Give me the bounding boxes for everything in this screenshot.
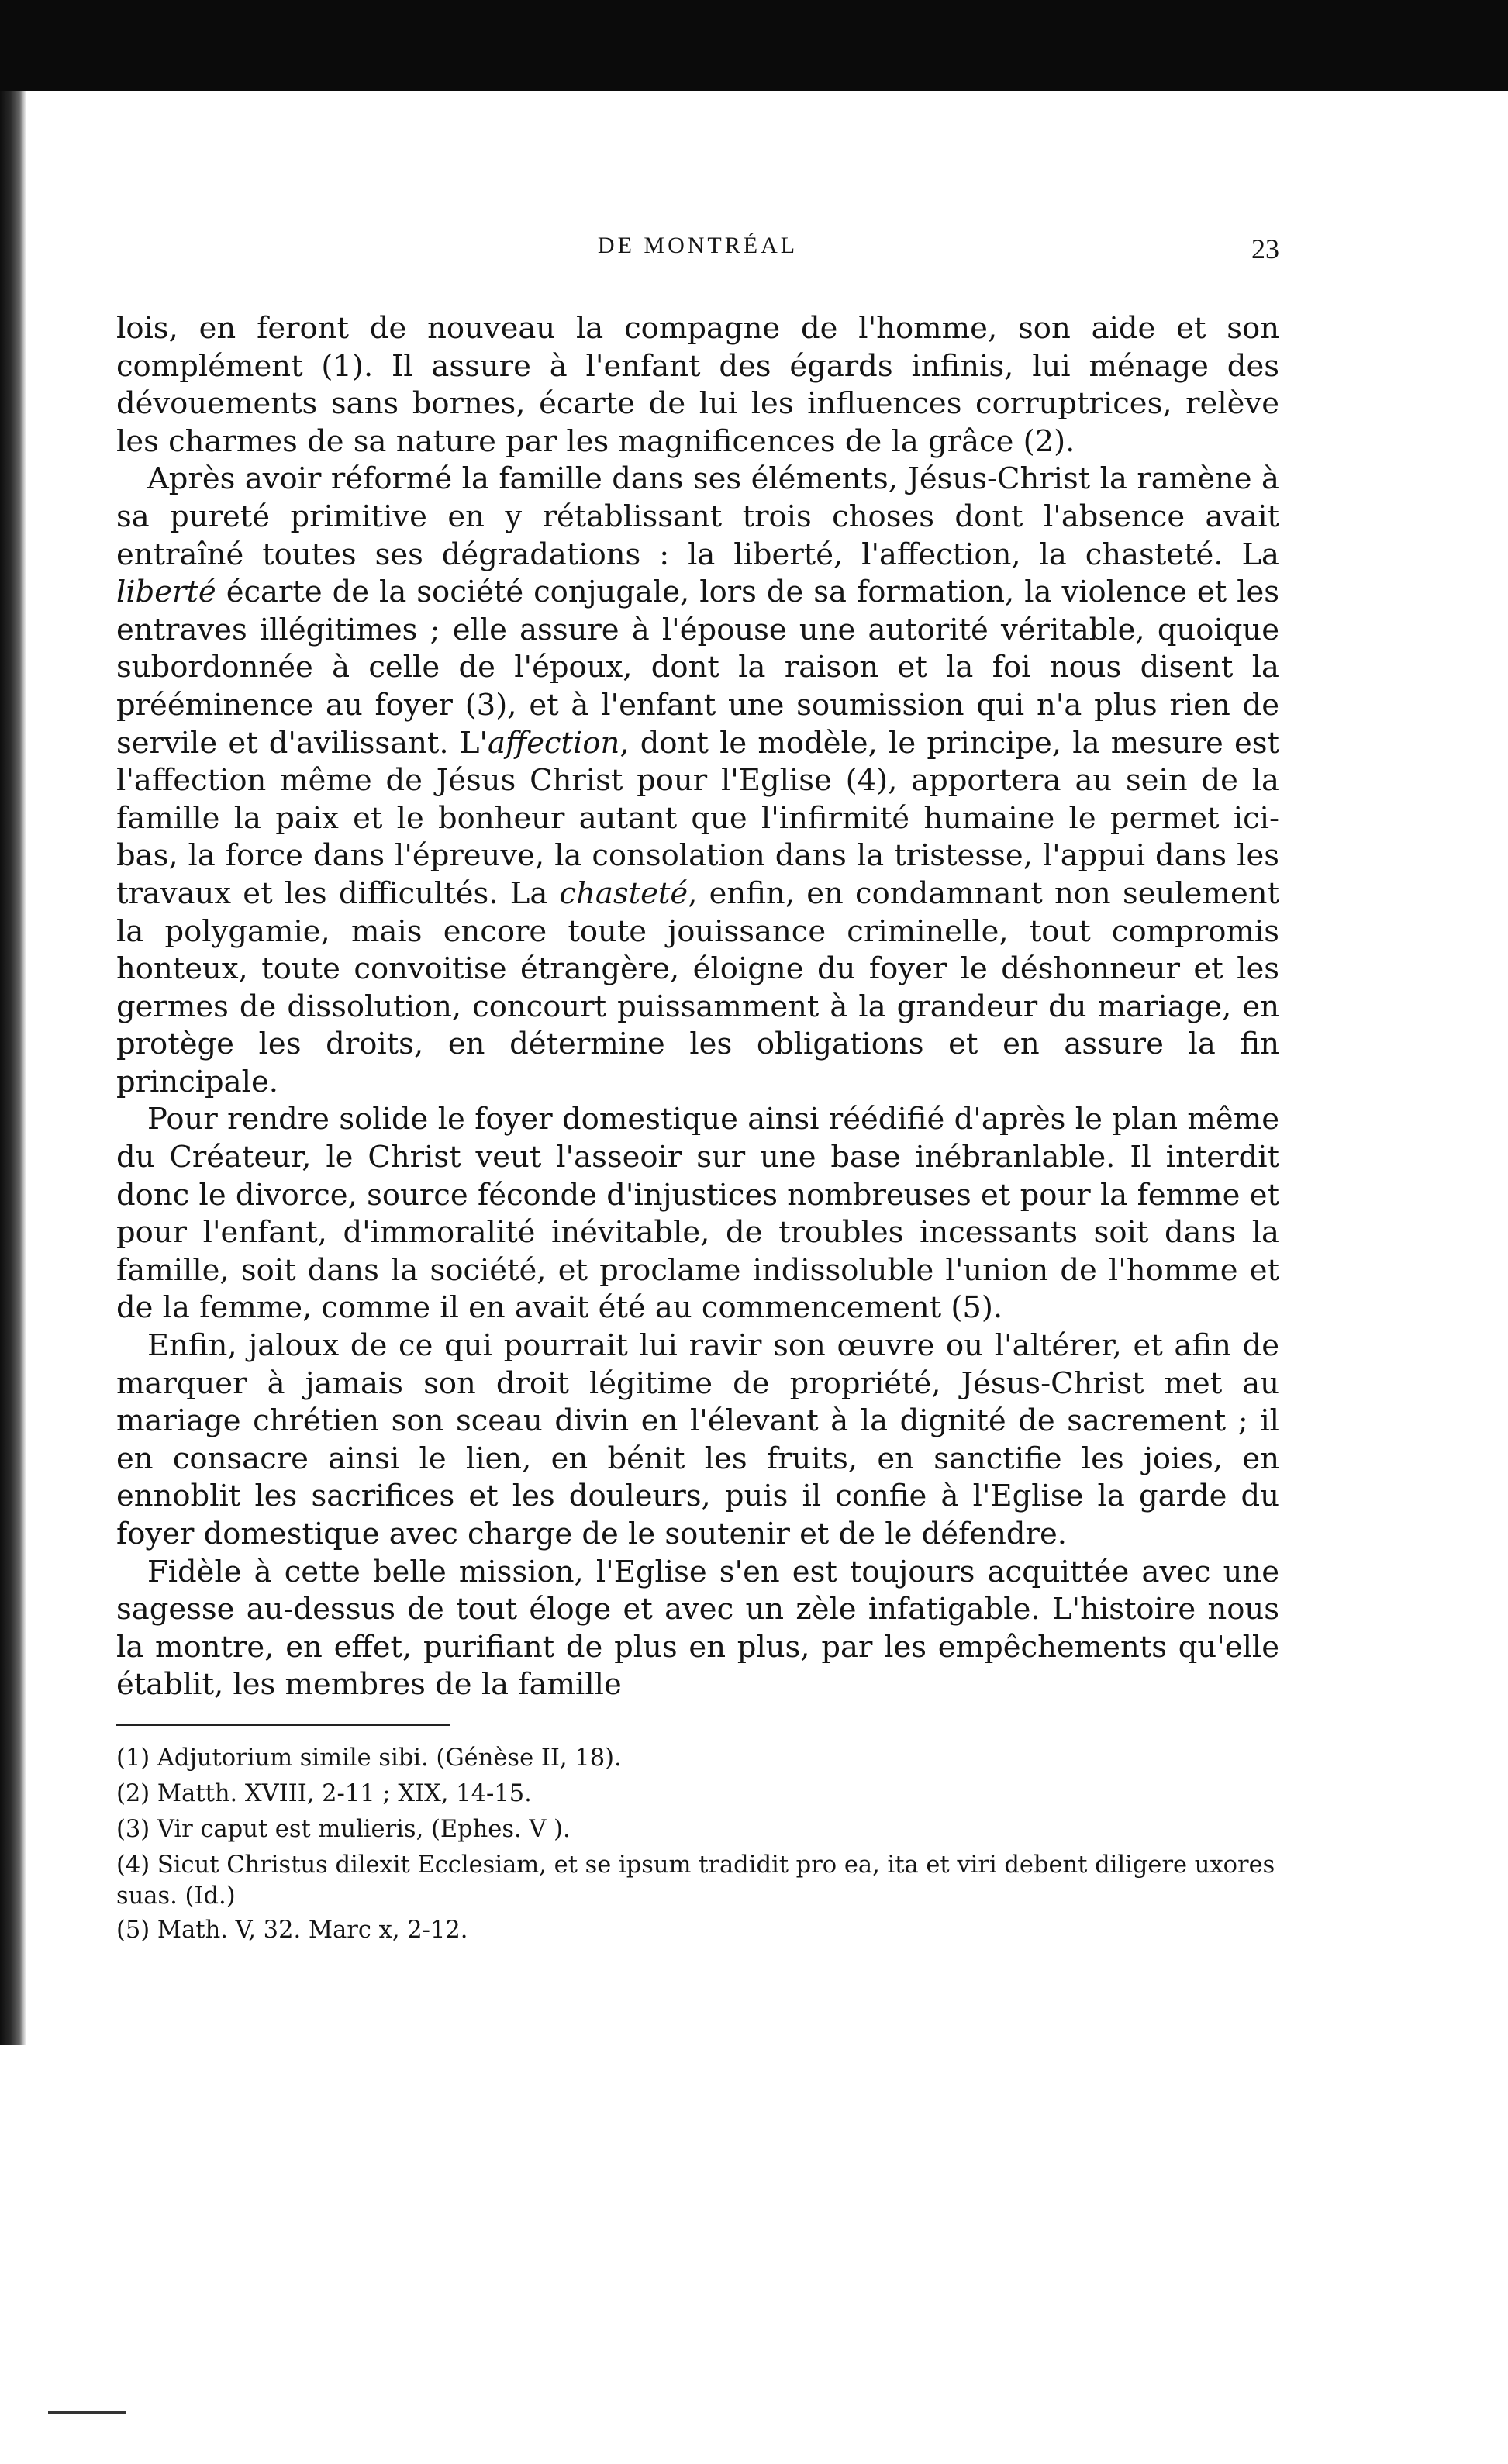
term-chastete: chasteté bbox=[559, 875, 688, 911]
paragraph-2-text-4: , enfin, en condamnant non seulement la polygamie, mais encore toute jouissance criminelle, tout compromis honteux, toute convoitise étrangère, éloigne du foyer le déshonneur et les germes de dissolution, concourt puissamment à la grandeur du mariage, en protège les droits, en détermine les obligations et en assure la fin principale. bbox=[116, 875, 1279, 1099]
scan-mark bbox=[48, 2411, 126, 2414]
page-number: 23 bbox=[1251, 233, 1279, 264]
paragraph-5: Fidèle à cette belle mission, l'Eglise s'en est toujours acquittée avec une sagesse au-dessus de tout éloge et avec un zèle infatigable. L'histoire nous la montre, en effet, purifiant de plus en plus, par les empêchements qu'elle établit, les membres de la famille bbox=[116, 1554, 1279, 1703]
footnote-4: (4) Sicut Christus dilexit Ecclesiam, et se ipsum tradidit pro ea, ita et viri debent diligere uxores suas. (Id.) bbox=[116, 1851, 1275, 1910]
running-head bbox=[116, 233, 1279, 279]
footnote-5: (5) Math. V, 32. Marc x, 2-12. bbox=[116, 1916, 468, 1944]
footnote-3: (3) Vir caput est mulieris, (Ephes. V ). bbox=[116, 1815, 571, 1843]
paragraph-4: Enfin, jaloux de ce qui pourrait lui ravir son œuvre ou l'altérer, et afin de marquer à jamais son droit légitime de propriété, Jésus-Christ met au mariage chrétien son sceau divin en l'élevant à la dignité de sacrement ; il en consacre ainsi le lien, en bénit les fruits, en sanctifie les joies, en ennoblit les sacrifices et les douleurs, puis il confie à l'Eglise la garde du foyer domestique avec charge de le soutenir et de le défendre. bbox=[116, 1328, 1279, 1551]
running-title: DE MONTRÉAL bbox=[597, 233, 799, 258]
scan-border-left bbox=[0, 91, 26, 2045]
term-liberte: liberté bbox=[116, 575, 216, 610]
footnotes bbox=[116, 1743, 1279, 1946]
paragraph-3: Pour rendre solide le foyer domestique ainsi réédifié d'après le plan même du Créateur, le Christ veut l'asseoir sur une base inébranlable. Il interdit donc le divorce, source féconde d'injustices nombreuses et pour la femme et pour l'enfant, d'immoralité inévitable, de troubles incessants soit dans la famille, soit dans la société, et proclame indissoluble l'union de l'homme et de la femme, comme il en avait été au commencement (5). bbox=[116, 1102, 1279, 1326]
footnote-1: (1) Adjutorium simile sibi. (Génèse II, 18). bbox=[116, 1744, 622, 1772]
scan-border-top bbox=[0, 0, 1508, 91]
footnote-2: (2) Matth. XVIII, 2-11 ; XIX, 14-15. bbox=[116, 1779, 532, 1807]
term-affection: affection bbox=[487, 725, 620, 761]
paragraph-2 bbox=[116, 461, 1279, 1101]
book-page bbox=[116, 233, 1279, 1951]
paragraph-2-text-1: Après avoir réformé la famille dans ses éléments, Jésus-Christ la ramène à sa pureté primitive en y rétablissant trois choses dont l'absence avait entraîné toutes ses dégradations : la liberté, l'affection, la chasteté. La bbox=[116, 461, 1279, 572]
paragraph-1: lois, en feront de nouveau la compagne de l'homme, son aide et son complément (1). Il assure à l'enfant des égards infinis, lui ménage des dévouements sans bornes, écarte de lui les influences corruptrices, relève les charmes de sa nature par les magnificences de la grâce (2). bbox=[116, 311, 1279, 459]
body-text bbox=[116, 310, 1279, 1704]
paragraph-2-text-3: , dont le modèle, le principe, la mesure est l'affection même de Jésus Christ pour l'Eglise (4), apportera au sein de la famille la paix et le bonheur autant que l'infirmité humaine le permet ici-bas, la force dans l'épreuve, la consolation dans la tristesse, l'appui dans les travaux et les difficultés. La bbox=[116, 725, 1279, 911]
paragraph-2-text-2: écarte de la société conjugale, lors de sa formation, la violence et les entraves illégitimes ; elle assure à l'épouse une autorité véritable, quoique subordonnée à celle de l'époux, dont la raison et la foi nous disent la prééminence au foyer (3), et à l'enfant une soumission qui n'a plus rien de servile et d'avilissant. L' bbox=[116, 575, 1279, 761]
footnote-rule bbox=[116, 1724, 450, 1726]
